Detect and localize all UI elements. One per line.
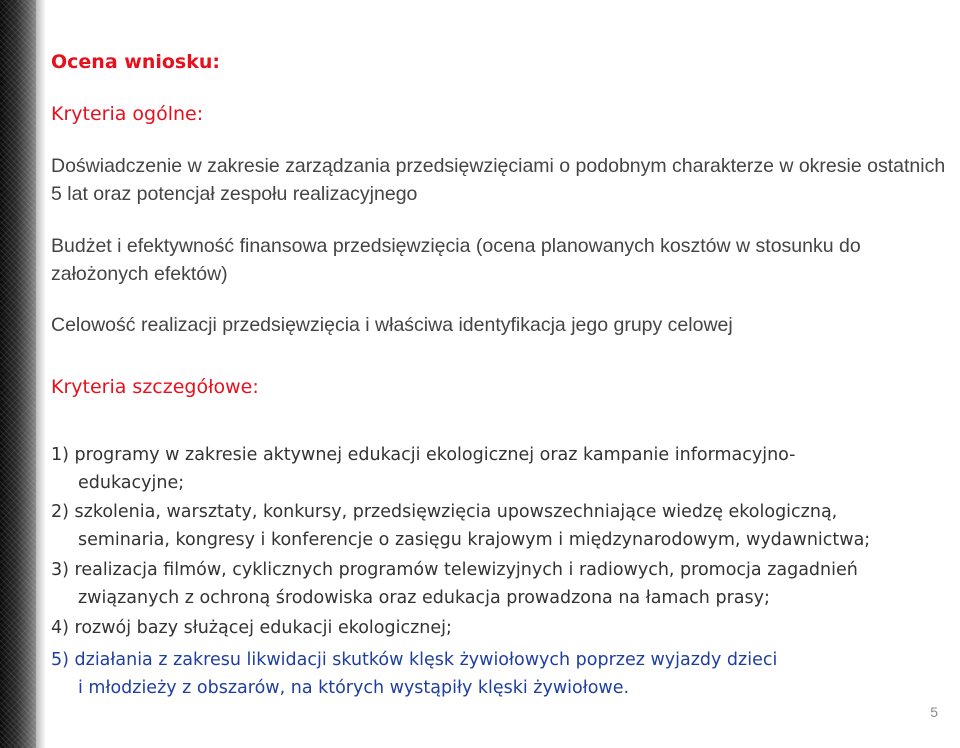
page-number: 5: [930, 704, 938, 720]
decorative-side-band: [0, 0, 36, 748]
detailed-criterion-3: [51, 556, 960, 612]
detailed-criterion-1-cont: edukacyjne;: [78, 473, 185, 493]
detailed-criterion-2-cont: seminaria, kongresy i konferencje o zasięgu krajowym i międzynarodowym, wydawnictwa;: [78, 530, 871, 550]
general-criteria-heading: Kryteria ogólne:: [51, 103, 204, 125]
detailed-criterion-5: [51, 646, 960, 702]
detailed-criterion-4-line: 4) rozwój bazy służącej edukacji ekologicznej;: [51, 618, 452, 638]
detailed-criterion-4: [51, 614, 960, 642]
detailed-criterion-5-cont: i młodzieży z obszarów, na których wystąpiły klęski żywiołowe.: [78, 678, 630, 698]
general-criterion-1: Doświadczenie w zakresie zarządzania przedsięwzięciami o podobnym charakterze w okresie ostatnich 5 lat oraz potencjał zespołu realizacyjnego: [51, 155, 946, 205]
slide-title: Ocena wniosku:: [51, 51, 220, 73]
detailed-criterion-1: [51, 441, 960, 497]
detailed-criteria-heading: Kryteria szczegółowe:: [51, 376, 259, 398]
detailed-criterion-5-line: 5) działania z zakresu likwidacji skutków klęsk żywiołowych poprzez wyjazdy dzieci: [51, 650, 778, 670]
detailed-criterion-2-line: 2) szkolenia, warsztaty, konkursy, przedsięwzięcia upowszechniające wiedzę ekologiczną,: [51, 502, 838, 522]
detailed-criterion-2: [51, 498, 960, 554]
detailed-criterion-3-cont: związanych z ochroną środowiska oraz edukacja prowadzona na łamach prasy;: [78, 588, 770, 608]
detailed-criterion-1-line: 1) programy w zakresie aktywnej edukacji ekologicznej oraz kampanie informacyjno-: [51, 445, 796, 465]
general-criterion-3: Celowość realizacji przedsięwzięcia i właściwa identyfikacja jego grupy celowej: [51, 314, 733, 336]
detailed-criterion-3-line: 3) realizacja filmów, cyklicznych programów telewizyjnych i radiowych, promocja zagadnień: [51, 560, 858, 580]
general-criterion-2: Budżet i efektywność finansowa przedsięwzięcia (ocena planowanych kosztów w stosunku do założonych efektów): [51, 235, 861, 285]
